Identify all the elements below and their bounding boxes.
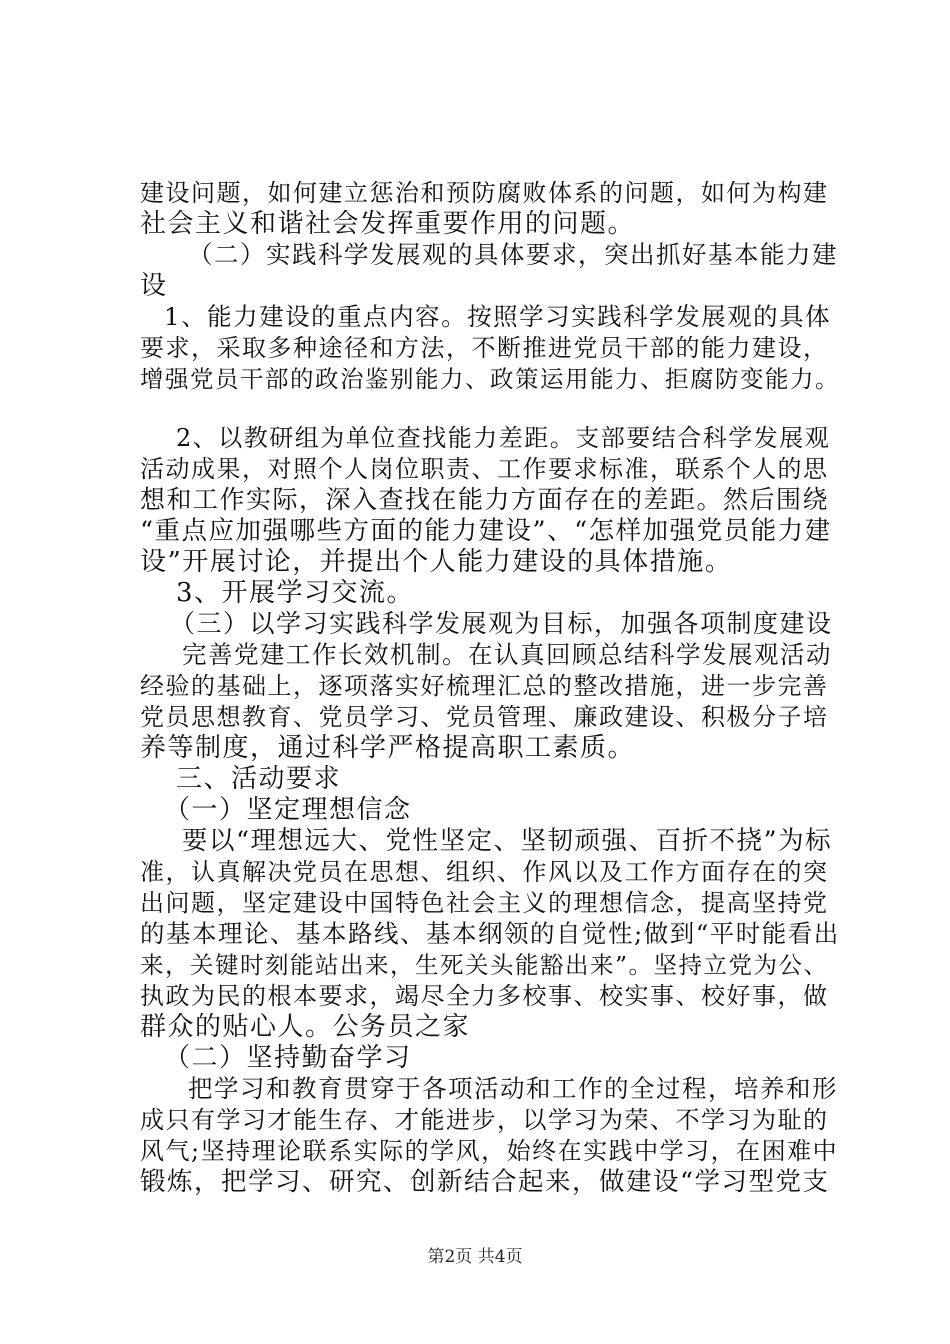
text-line: “重点应加强哪些方面的能力建设”、“怎样加强党员能力建 [140, 516, 832, 546]
text-line: 养等制度，通过科学严格提高职工素质。 [140, 733, 636, 763]
text-line: 2、以教研组为单位查找能力差距。支部要结合科学发展观 [176, 424, 831, 452]
text-line: 成只有学习才能生存、才能进步，以学习为荣、不学习为耻的 [140, 1106, 829, 1134]
text-line: 执政为民的根本要求，竭尽全力多校事、校实事、校好事，做 [140, 982, 829, 1010]
text-line: 锻炼，把学习、研究、创新结合起来，做建设“学习型党支 [140, 1167, 830, 1197]
text-line: 要求，采取多种途径和方法，不断推进党员干部的能力建设， [140, 334, 829, 362]
text-line: 1、能力建设的重点内容。按照学习实践科学发展观的具体 [164, 302, 832, 331]
section-heading: 三、活动要求 [176, 764, 342, 794]
section-heading: （二）实践科学发展观的具体要求，突出抓好基本能力建 [188, 240, 838, 269]
text-line: 建设问题，如何建立惩治和预防腐败体系的问题，如何为构建 [140, 179, 829, 207]
text-line: 的基本理论、基本路线、基本纲领的自觉性;做到“平时能看出 [140, 919, 840, 948]
text-line: 风气;坚持理论联系实际的学风，始终在实践中学习，在困难中 [140, 1137, 839, 1165]
text-line: 3、开展学习交流。 [176, 578, 415, 608]
text-line: 社会主义和谐社会发挥重要作用的问题。 [140, 209, 636, 239]
text-line: 来，关键时刻能站出来，生死关头能豁出来”。坚持立党为公、 [140, 951, 829, 979]
text-line: 准，认真解决党员在思想、组织、作风以及工作方面存在的突 [140, 858, 829, 886]
text-line: 群众的贴心人。公务员之家 [140, 1012, 471, 1042]
section-heading: （三）以学习实践科学发展观为目标，加强各项制度建设 [170, 609, 833, 638]
text-line: 完善党建工作长效机制。在认真回顾总结科学发展观活动 [182, 640, 832, 669]
text-line: 党员思想教育、党员学习、党员管理、廉政建设、积极分子培 [140, 703, 829, 731]
text-line: 出问题，坚定建设中国特色社会主义的理想信念，提高坚持党 [140, 889, 829, 917]
section-heading: （二）坚持勤奋学习 [164, 1043, 412, 1073]
text-line: 把学习和教育贯穿于各项活动和工作的全过程，培养和形 [188, 1074, 838, 1103]
text-line: 要以“理想远大、党性坚定、坚韧顽强、百折不挠”为标 [182, 826, 833, 856]
section-heading: （一）坚定理想信念 [164, 795, 412, 825]
text-line: 增强党员干部的政治鉴别能力、政策运用能力、拒腐防变能力。 [140, 365, 840, 393]
text-line: 经验的基础上，逐项落实好梳理汇总的整改措施，进一步完善 [140, 672, 829, 700]
page-number-footer: 第2页 共4页 [427, 1247, 523, 1267]
text-line: 想和工作实际，深入查找在能力方面存在的差距。然后围绕 [140, 485, 830, 514]
text-line: 活动成果，对照个人岗位职责、工作要求标准，联系个人的思 [140, 455, 829, 483]
text-line: 设”开展讨论，并提出个人能力建设的具体措施。 [140, 547, 733, 577]
text-line: 设 [140, 271, 168, 301]
